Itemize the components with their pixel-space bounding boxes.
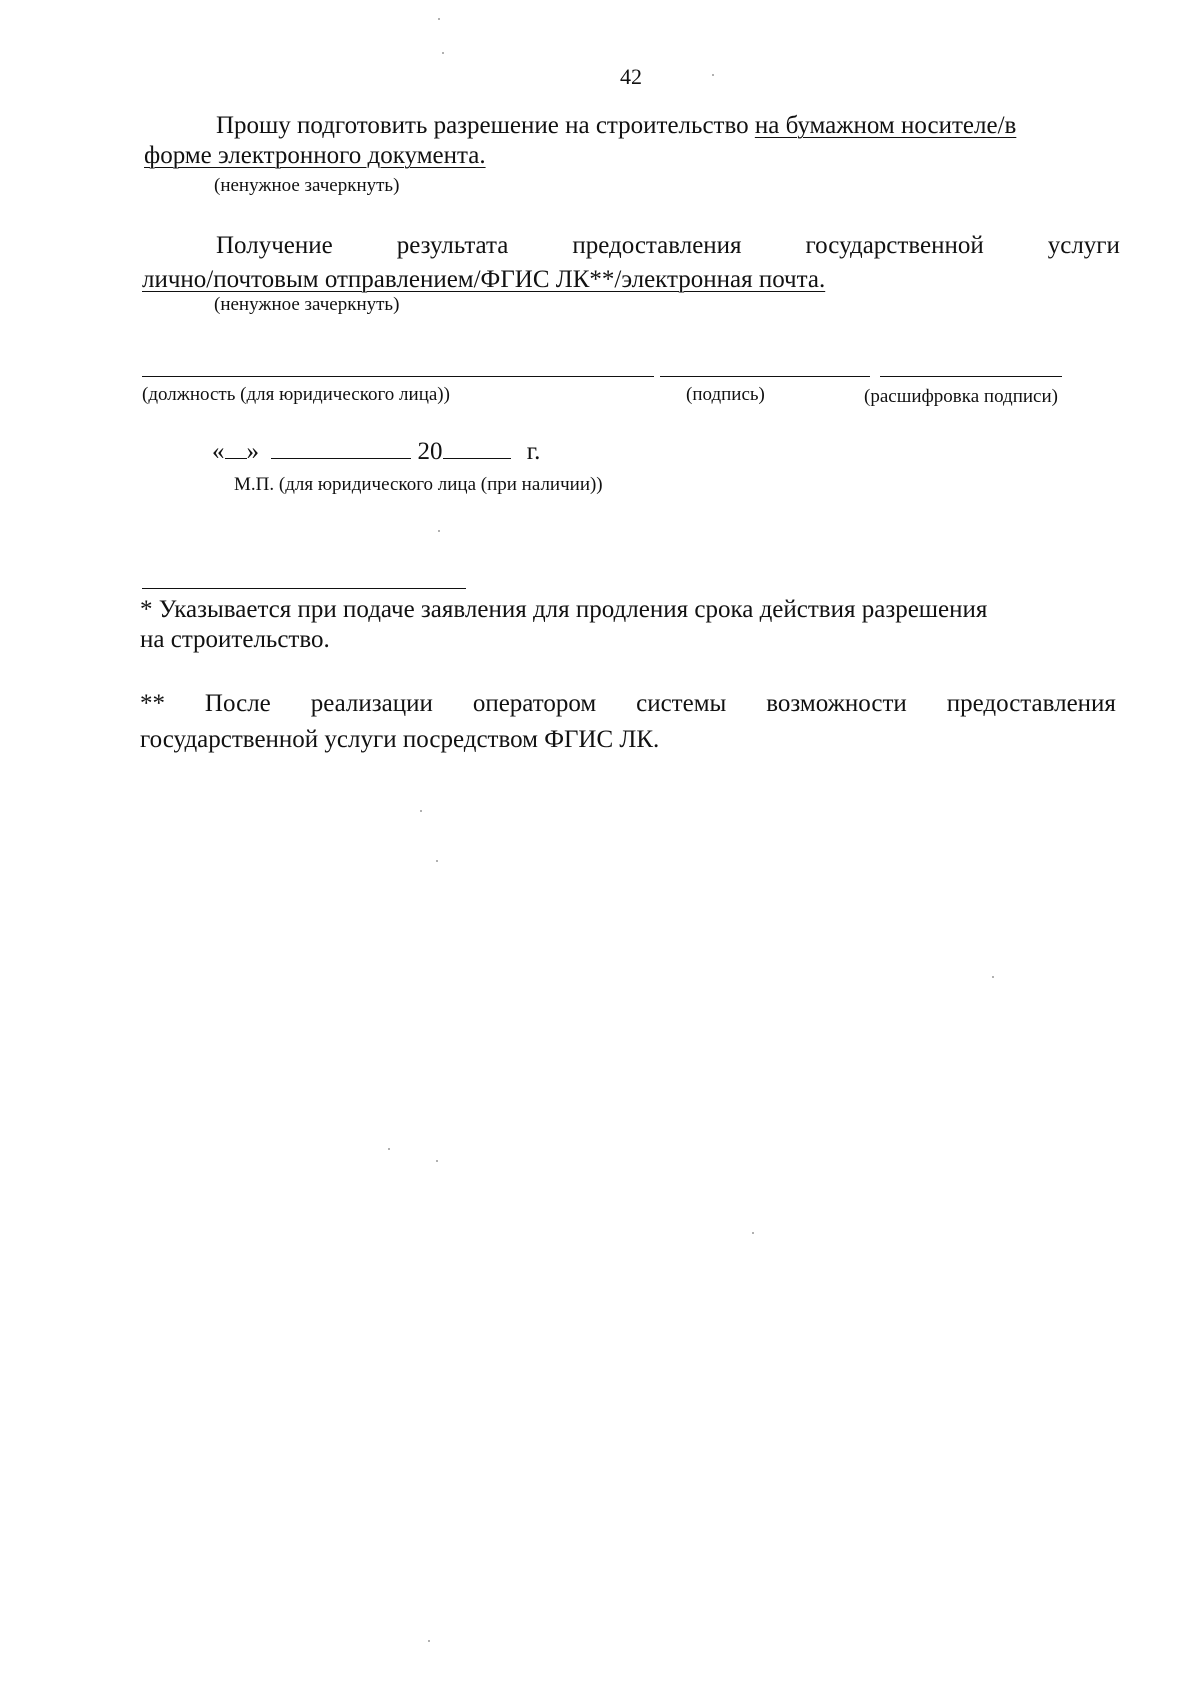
receipt-word: Получение	[216, 232, 333, 259]
scan-speck	[428, 1640, 430, 1642]
scan-speck	[438, 530, 440, 532]
position-line	[142, 376, 654, 377]
request-format-options: на бумажном носителе/в	[754, 112, 1017, 139]
date-line	[212, 438, 540, 466]
position-label: (должность (для юридического лица))	[142, 384, 450, 405]
scan-speck	[388, 1148, 390, 1150]
page-number: 42	[620, 64, 642, 89]
scan-speck	[438, 18, 440, 20]
scan-speck	[712, 74, 714, 76]
footnote-2-word: реализации	[310, 690, 433, 717]
scan-speck	[436, 1160, 438, 1162]
request-line-1	[216, 112, 1016, 140]
stamp-note: М.П. (для юридического лица (при наличии))	[234, 474, 603, 495]
footnote-2-word: предоставления	[946, 690, 1116, 717]
request-strike-note: (ненужное зачеркнуть)	[214, 175, 400, 196]
year-suffix: г.	[526, 438, 541, 465]
year-prefix: 20	[417, 438, 443, 465]
decoding-line	[880, 376, 1062, 377]
receipt-word: результата	[396, 232, 509, 259]
request-text: Прошу подготовить разрешение на строительство	[216, 112, 755, 139]
month-blank	[271, 438, 411, 459]
day-blank	[225, 438, 247, 459]
footnote-2-word: **	[140, 690, 165, 717]
scan-speck	[752, 1232, 754, 1234]
signature-label: (подпись)	[686, 384, 765, 405]
footnote-1-line-1: * Указывается при подаче заявления для продления срока действия разрешения	[140, 596, 988, 623]
receipt-word: предоставления	[572, 232, 742, 259]
date-close-quote: »	[246, 438, 259, 465]
receipt-strike-note: (ненужное зачеркнуть)	[214, 294, 400, 315]
receipt-line-1	[144, 232, 1120, 260]
date-open-quote: «	[212, 438, 225, 465]
footnote-2-word: системы	[636, 690, 727, 717]
footnote-2-word: возможности	[766, 690, 907, 717]
signature-line	[660, 376, 870, 377]
scan-speck	[992, 976, 994, 978]
scan-speck	[442, 52, 444, 54]
scan-speck	[436, 860, 438, 862]
scan-speck	[420, 810, 422, 812]
receipt-method-options: лично/почтовым отправлением/ФГИС ЛК**/электронная почта.	[142, 266, 826, 293]
decoding-label: (расшифровка подписи)	[864, 386, 1058, 407]
receipt-word: государственной	[805, 232, 984, 259]
footnote-2-word: После	[204, 690, 271, 717]
receipt-word: услуги	[1047, 232, 1120, 259]
year-blank	[443, 438, 511, 459]
footnote-2-word: оператором	[472, 690, 597, 717]
footnote-2-line-1	[140, 690, 1116, 718]
footnote-1-line-2: на строительство.	[140, 626, 330, 653]
footnote-separator	[142, 588, 466, 589]
footnote-2-line-2: государственной услуги посредством ФГИС ЛК.	[140, 726, 660, 753]
request-format-options-cont: форме электронного документа.	[144, 142, 486, 169]
